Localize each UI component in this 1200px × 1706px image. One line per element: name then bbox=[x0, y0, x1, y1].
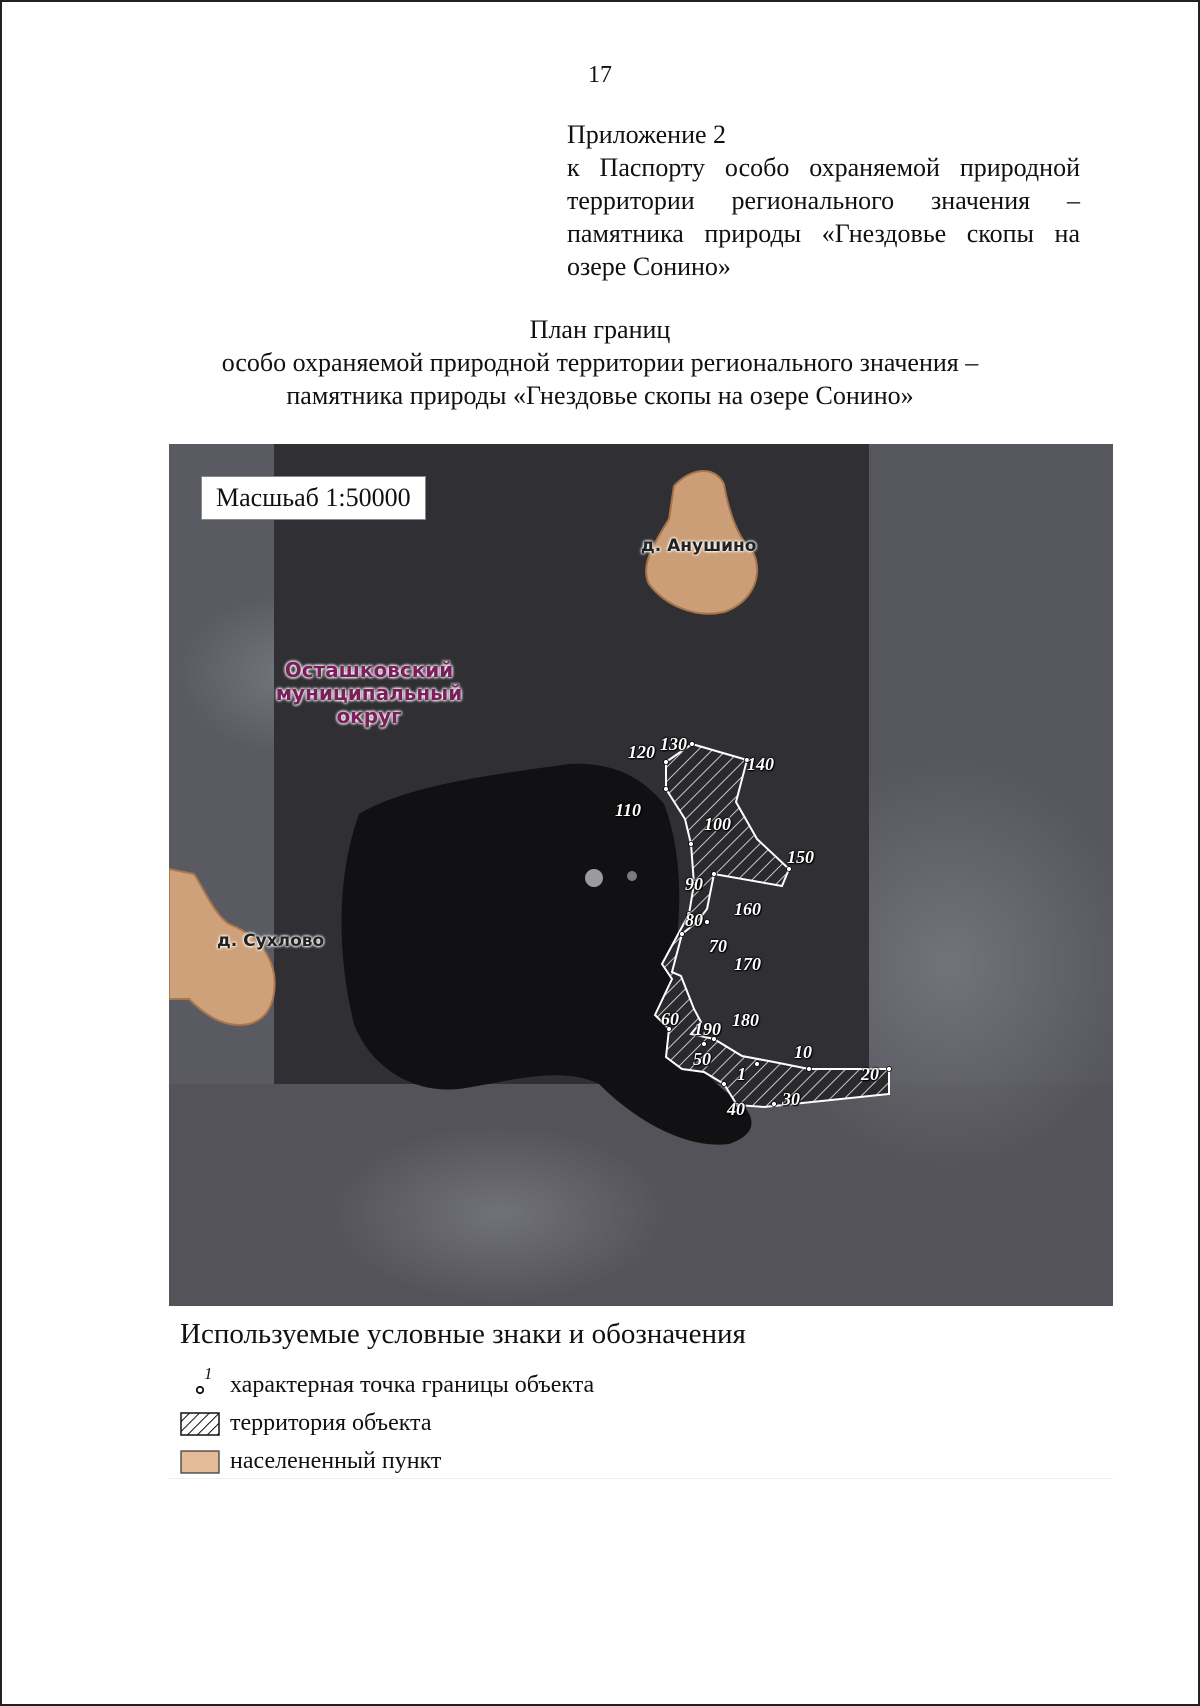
point-label-190: 190 bbox=[694, 1019, 721, 1039]
point-label-100: 100 bbox=[704, 814, 731, 834]
island-1 bbox=[585, 869, 603, 887]
point-label-160: 160 bbox=[734, 899, 761, 919]
legend-title: Используемые условные знаки и обозначения bbox=[180, 1318, 746, 1350]
point-label-70: 70 bbox=[709, 936, 727, 956]
district-label-line2: муниципальный округ bbox=[275, 681, 463, 728]
point-label-110: 110 bbox=[615, 800, 642, 820]
island-2 bbox=[627, 871, 637, 881]
plan-title-line3: памятника природы «Гнездовье скопы на озере Сонино» bbox=[286, 381, 914, 410]
point-label-50: 50 bbox=[693, 1049, 711, 1069]
map-scale-label: Масшьаб 1:50000 bbox=[201, 476, 426, 520]
appendix-body: к Паспорту особо охраняемой природной территории регионального значения – памятника природы «Гнездовье скопы на озере Сонино» bbox=[567, 153, 1080, 281]
point-icon bbox=[180, 1363, 220, 1398]
point-label-180: 180 bbox=[732, 1010, 759, 1030]
legend-label-settlement: населененный пункт bbox=[230, 1448, 442, 1474]
point-label-140: 140 bbox=[747, 754, 774, 774]
plan-title bbox=[150, 313, 1050, 412]
satellite-map bbox=[169, 444, 1113, 1306]
legend-item-settlement bbox=[180, 1448, 441, 1475]
district-label-line1: Осташковский bbox=[284, 658, 454, 682]
plan-title-line1: План границ bbox=[529, 315, 671, 344]
point-label-150: 150 bbox=[787, 847, 814, 867]
point-label-60: 60 bbox=[661, 1009, 679, 1029]
point-label-40: 40 bbox=[727, 1099, 745, 1119]
district-label bbox=[249, 659, 489, 728]
settlement-label-sukhlovo: д. Сухлово bbox=[217, 931, 325, 951]
point-label-130: 130 bbox=[660, 734, 687, 754]
appendix-title: Приложение 2 bbox=[567, 120, 727, 149]
point-label-90: 90 bbox=[685, 874, 703, 894]
legend-label-territory: территория объекта bbox=[230, 1410, 432, 1436]
legend-item-territory bbox=[180, 1410, 432, 1437]
point-label-120: 120 bbox=[628, 742, 655, 762]
legend-item-point bbox=[180, 1363, 595, 1399]
point-label-30: 30 bbox=[782, 1089, 800, 1109]
map-graphics bbox=[169, 444, 1113, 1306]
hatch-icon bbox=[180, 1412, 220, 1436]
legend-divider bbox=[169, 1478, 1113, 1479]
point-label-80: 80 bbox=[685, 910, 703, 930]
fog-bottom bbox=[329, 1124, 669, 1304]
point-label-10: 10 bbox=[794, 1042, 812, 1062]
point-icon-number: 1 bbox=[204, 1363, 213, 1383]
plan-title-line2: особо охраняемой природной территории регионального значения – bbox=[221, 348, 979, 377]
point-label-170: 170 bbox=[734, 954, 761, 974]
point-label-1: 1 bbox=[737, 1064, 746, 1084]
point-label-20: 20 bbox=[861, 1064, 879, 1084]
appendix-header bbox=[567, 118, 1080, 283]
settlement-label-anushino: д. Анушино bbox=[641, 536, 757, 556]
page-number: 17 bbox=[588, 62, 612, 88]
settlement-swatch-icon bbox=[180, 1450, 220, 1474]
legend-label-point: характерная точка границы объекта bbox=[230, 1372, 595, 1398]
